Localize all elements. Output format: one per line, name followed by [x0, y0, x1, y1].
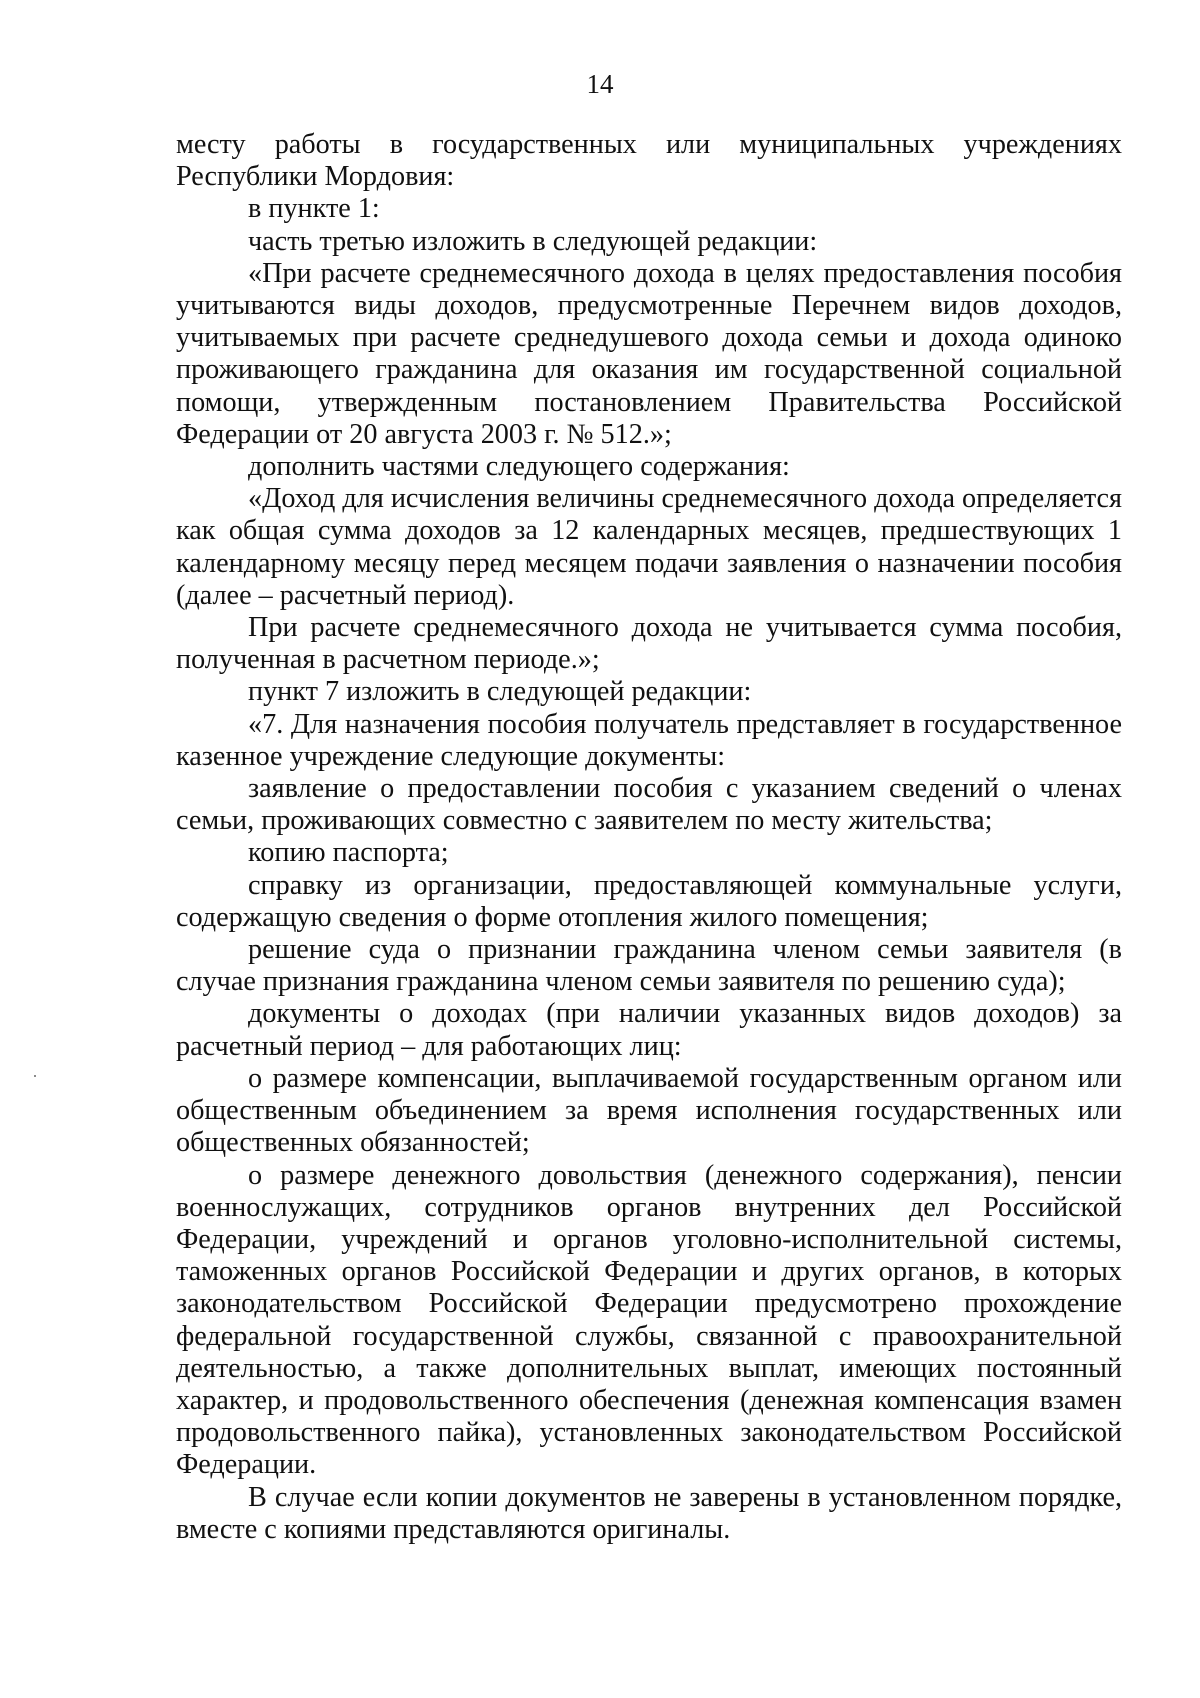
- paragraph-16: о размере денежного довольствия (денежного содержания), пенсии военнослужащих, сотрудников органов внутренних дел Российской Федерации, учреждений и органов уголовно-исполнительной системы, таможенных органов Российской Федерации и других органов, в которых законодательством Российской Федерации предусмотрено прохождение федеральной государственной службы, связанной с правоохранительной деятельностью, а также дополнительных выплат, имеющих постоянный характер, и продовольственного обеспечения (денежная компенсация взамен продовольственного пайка), установленных законодательством Российской Федерации.: [176, 1159, 1122, 1481]
- document-body: [176, 129, 1122, 1546]
- paragraph-3: часть третью изложить в следующей редакции:: [248, 225, 818, 257]
- paragraph-6: «Доход для исчисления величины среднемесячного дохода определяется как общая сумма доходов за 12 календарных месяцев, предшествующих 1 календарному месяцу перед месяцем подачи заявления о назначении пособия (далее – расчетный период).: [176, 483, 1122, 611]
- paragraph-1: месту работы в государственных или муниципальных учреждениях Республики Мордовия:: [176, 129, 1122, 193]
- paragraph-11: копию паспорта;: [248, 837, 449, 869]
- paragraph-17: В случае если копии документов не заверены в установленном порядке, вместе с копиями представляются оригиналы.: [176, 1481, 1122, 1545]
- paragraph-4: «При расчете среднемесячного дохода в целях предоставления пособия учитываются виды доходов, предусмотренные Перечнем видов доходов, учитываемых при расчете среднедушевого дохода семьи и дохода одиноко проживающего гражданина для оказания им государственной социальной помощи, утвержденным постановлением Правительства Российской Федерации от 20 августа 2003 г. № 512.»;: [176, 257, 1122, 450]
- scan-margin-mark: [34, 1075, 36, 1077]
- paragraph-8: пункт 7 изложить в следующей редакции:: [248, 676, 752, 708]
- paragraph-13: решение суда о признании гражданина членом семьи заявителя (в случае признания гражданина членом семьи заявителя по решению суда);: [176, 934, 1122, 998]
- paragraph-14: документы о доходах (при наличии указанных видов доходов) за расчетный период – для работающих лиц:: [176, 998, 1122, 1062]
- paragraph-2: в пункте 1:: [248, 193, 380, 225]
- paragraph-15: о размере компенсации, выплачиваемой государственным органом или общественным объединением за время исполнения государственных или общественных обязанностей;: [176, 1062, 1122, 1159]
- paragraph-10: заявление о предоставлении пособия с указанием сведений о членах семьи, проживающих совместно с заявителем по месту жительства;: [176, 773, 1122, 837]
- page-number: 14: [586, 69, 614, 99]
- paragraph-5: дополнить частями следующего содержания:: [248, 451, 790, 483]
- paragraph-12: справку из организации, предоставляющей коммунальные услуги, содержащую сведения о форме отопления жилого помещения;: [176, 869, 1122, 933]
- paragraph-7: При расчете среднемесячного дохода не учитывается сумма пособия, полученная в расчетном периоде.»;: [176, 612, 1122, 676]
- paragraph-9: «7. Для назначения пособия получатель представляет в государственное казенное учреждение следующие документы:: [176, 708, 1122, 772]
